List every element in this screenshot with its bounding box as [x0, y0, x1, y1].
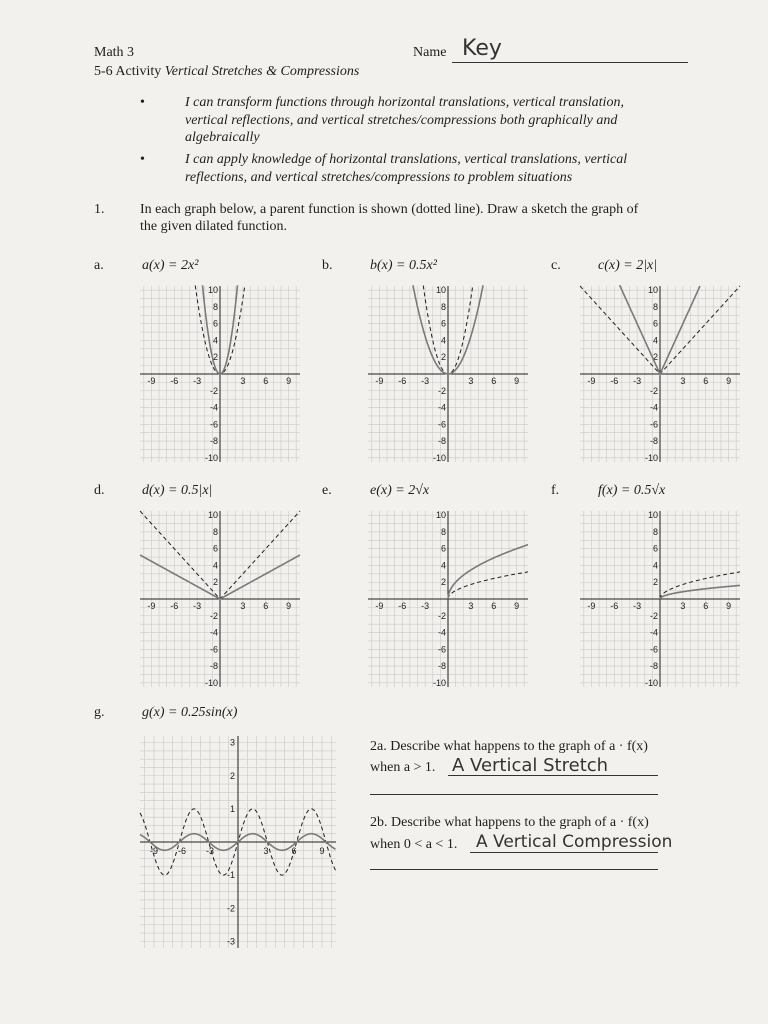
y-tick-label: 2 [652, 577, 658, 588]
parent-function-curve [448, 572, 528, 599]
y-tick-label: 6 [212, 318, 218, 329]
x-tick-label: 3 [240, 601, 246, 611]
y-tick-label: 10 [435, 285, 446, 296]
y-tick-label: -8 [209, 436, 218, 447]
x-tick-label: -9 [375, 376, 384, 386]
y-tick-label: 6 [652, 318, 658, 329]
graph-b-letter: b. [322, 258, 333, 273]
y-tick-label: 8 [440, 526, 446, 537]
y-tick-label: 6 [440, 318, 446, 329]
activity-title [94, 63, 359, 81]
name-field[interactable] [452, 62, 688, 63]
y-tick-label: -2 [209, 385, 218, 396]
graph-f-letter: f. [551, 483, 560, 498]
x-tick-label: -6 [177, 846, 187, 856]
x-tick-label: 9 [514, 376, 520, 386]
y-tick-label: 8 [212, 301, 218, 312]
x-tick-label: -6 [170, 601, 179, 611]
x-tick-label: -3 [633, 376, 642, 386]
y-tick-label: -4 [437, 402, 446, 413]
objective-2-line-2: reflections, and vertical stretches/compressions to problem situations [185, 169, 573, 185]
graph-c-function: c(x) = 2|x| [598, 258, 658, 273]
x-tick-label: -6 [398, 601, 407, 611]
objective-1 [185, 94, 705, 147]
question-1-number: 1. [94, 202, 105, 217]
x-tick-label: 3 [468, 601, 474, 611]
y-tick-label: -2 [649, 385, 658, 396]
y-tick-label: -2 [209, 610, 218, 621]
y-tick-label: 4 [440, 560, 446, 571]
bullet-1: • [140, 95, 145, 110]
y-tick-label: 10 [647, 285, 658, 296]
y-tick-label: 4 [212, 335, 218, 346]
y-tick-label: 2 [440, 352, 446, 363]
activity-topic: Vertical Stretches & Compressions [164, 64, 360, 79]
y-tick-label: 10 [647, 510, 658, 521]
y-tick-label: -6 [209, 644, 218, 655]
x-tick-label: -3 [205, 846, 215, 856]
y-tick-label: 8 [440, 301, 446, 312]
x-tick-label: 9 [286, 376, 292, 386]
y-tick-label: -10 [644, 452, 658, 463]
y-tick-label: 4 [652, 560, 658, 571]
answer-2b-line-1[interactable] [470, 852, 658, 853]
y-tick-label: 8 [212, 526, 218, 537]
y-tick-label: 2 [212, 352, 218, 363]
x-tick-label: -9 [587, 376, 596, 386]
x-tick-label: 3 [263, 846, 269, 856]
dilated-function-curve [660, 585, 740, 599]
y-tick-label: -4 [209, 402, 218, 413]
y-tick-label: -1 [226, 870, 235, 881]
y-tick-label: -2 [649, 610, 658, 621]
y-tick-label: 2 [229, 770, 235, 781]
x-tick-label: 6 [491, 376, 497, 386]
x-tick-label: -3 [633, 601, 642, 611]
x-tick-label: 3 [240, 376, 246, 386]
y-tick-label: 6 [212, 543, 218, 554]
x-tick-label: 9 [514, 601, 520, 611]
graph-d [128, 505, 312, 695]
y-tick-label: -6 [649, 419, 658, 430]
y-tick-label: 4 [440, 335, 446, 346]
x-tick-label: -6 [398, 376, 407, 386]
y-tick-label: 8 [652, 526, 658, 537]
y-tick-label: 3 [229, 737, 235, 748]
y-tick-label: -2 [437, 610, 446, 621]
y-tick-label: -6 [209, 419, 218, 430]
question-1-line-1: In each graph below, a parent function is shown (dotted line). Draw a sketch the graph of [140, 202, 639, 217]
y-tick-label: 2 [652, 352, 658, 363]
x-tick-label: -9 [149, 846, 159, 856]
graph-a-letter: a. [94, 258, 104, 273]
y-tick-label: 6 [440, 543, 446, 554]
x-tick-label: 6 [703, 376, 709, 386]
graph-b [356, 280, 540, 470]
y-tick-label: 10 [207, 285, 218, 296]
x-tick-label: 6 [291, 846, 297, 856]
x-tick-label: 6 [263, 601, 269, 611]
x-tick-label: -3 [193, 376, 202, 386]
x-tick-label: -6 [610, 376, 619, 386]
graph-f-function: f(x) = 0.5√x [598, 483, 666, 498]
y-tick-label: 4 [652, 335, 658, 346]
graph-e [356, 505, 540, 695]
objective-1-line-3: algebraically [185, 130, 260, 145]
course-label: Math 3 [94, 45, 135, 60]
y-tick-label: -8 [649, 661, 658, 672]
x-tick-label: 6 [703, 601, 709, 611]
graph-a-function: a(x) = 2x² [142, 258, 199, 273]
y-tick-label: -8 [649, 436, 658, 447]
graph-b-function: b(x) = 0.5x² [370, 258, 437, 273]
graph-c-letter: c. [551, 258, 561, 273]
y-tick-label: 2 [212, 577, 218, 588]
x-tick-label: -9 [147, 601, 156, 611]
x-tick-label: -3 [421, 601, 430, 611]
x-tick-label: 6 [263, 376, 269, 386]
y-tick-label: -8 [209, 661, 218, 672]
x-tick-label: -9 [587, 601, 596, 611]
graph-d-function: d(x) = 0.5|x| [142, 483, 213, 498]
objective-2-line-1: I can apply knowledge of horizontal translations, vertical translations, vertical [185, 152, 628, 167]
y-tick-label: -4 [437, 627, 446, 638]
y-tick-label: -6 [437, 419, 446, 430]
y-tick-label: 10 [207, 510, 218, 521]
graph-g-letter: g. [94, 705, 105, 720]
x-tick-label: -6 [170, 376, 179, 386]
question-1-line-2: the given dilated function. [140, 219, 287, 234]
y-tick-label: 10 [435, 510, 446, 521]
x-tick-label: 9 [286, 601, 292, 611]
objective-1-line-1: I can transform functions through horizontal translations, vertical translation, [185, 95, 624, 110]
x-tick-label: -9 [147, 376, 156, 386]
question-2b-prompt: 2b. Describe what happens to the graph of a · f(x) [370, 815, 649, 830]
y-tick-label: -6 [437, 644, 446, 655]
y-tick-label: -2 [437, 385, 446, 396]
y-tick-label: -10 [204, 677, 218, 688]
activity-prefix: 5-6 Activity [94, 64, 165, 79]
y-tick-label: -4 [649, 402, 658, 413]
x-tick-label: 6 [491, 601, 497, 611]
y-tick-label: 4 [212, 560, 218, 571]
question-2a-prompt: 2a. Describe what happens to the graph of a · f(x) [370, 739, 648, 754]
parent-function-curve [660, 572, 740, 599]
y-tick-label: 6 [652, 543, 658, 554]
x-tick-label: 9 [726, 376, 732, 386]
x-tick-label: 3 [680, 601, 686, 611]
y-tick-label: -6 [649, 644, 658, 655]
bullet-2: • [140, 152, 145, 167]
y-tick-label: -10 [204, 452, 218, 463]
answer-2a-line-2[interactable] [370, 794, 658, 795]
answer-2b-handwritten: A Vertical Compression [476, 832, 673, 852]
y-tick-label: -4 [649, 627, 658, 638]
x-tick-label: 9 [726, 601, 732, 611]
graph-f [568, 505, 752, 695]
graph-c [568, 280, 752, 470]
answer-2a-handwritten: A Vertical Stretch [452, 755, 609, 776]
graph-d-letter: d. [94, 483, 105, 498]
graph-a [128, 280, 312, 470]
y-tick-label: -4 [209, 627, 218, 638]
x-tick-label: 3 [680, 376, 686, 386]
y-tick-label: -8 [437, 661, 446, 672]
y-tick-label: -2 [226, 903, 235, 914]
graph-e-letter: e. [322, 483, 332, 498]
x-tick-label: 9 [319, 846, 325, 856]
graph-e-function: e(x) = 2√x [370, 483, 430, 498]
graph-g [128, 730, 344, 954]
objective-2 [185, 151, 705, 186]
y-tick-label: 8 [652, 301, 658, 312]
answer-2b-line-2[interactable] [370, 869, 658, 870]
y-tick-label: -3 [226, 936, 235, 947]
x-tick-label: -3 [193, 601, 202, 611]
question-2b-when: when 0 < a < 1. [370, 837, 458, 852]
question-2a-when: when a > 1. [370, 760, 436, 775]
x-tick-label: -9 [375, 601, 384, 611]
x-tick-label: -3 [421, 376, 430, 386]
y-tick-label: -8 [437, 436, 446, 447]
x-tick-label: -6 [610, 601, 619, 611]
y-tick-label: -10 [432, 677, 446, 688]
graph-g-function: g(x) = 0.25sin(x) [142, 705, 238, 720]
y-tick-label: 2 [440, 577, 446, 588]
y-tick-label: -10 [644, 677, 658, 688]
x-tick-label: 3 [468, 376, 474, 386]
name-label: Name [413, 45, 447, 60]
objective-1-line-2: vertical reflections, and vertical stretches/compressions both graphically and [185, 112, 618, 128]
y-tick-label: 1 [229, 803, 235, 814]
name-handwritten: Key [462, 36, 502, 61]
y-tick-label: -10 [432, 452, 446, 463]
